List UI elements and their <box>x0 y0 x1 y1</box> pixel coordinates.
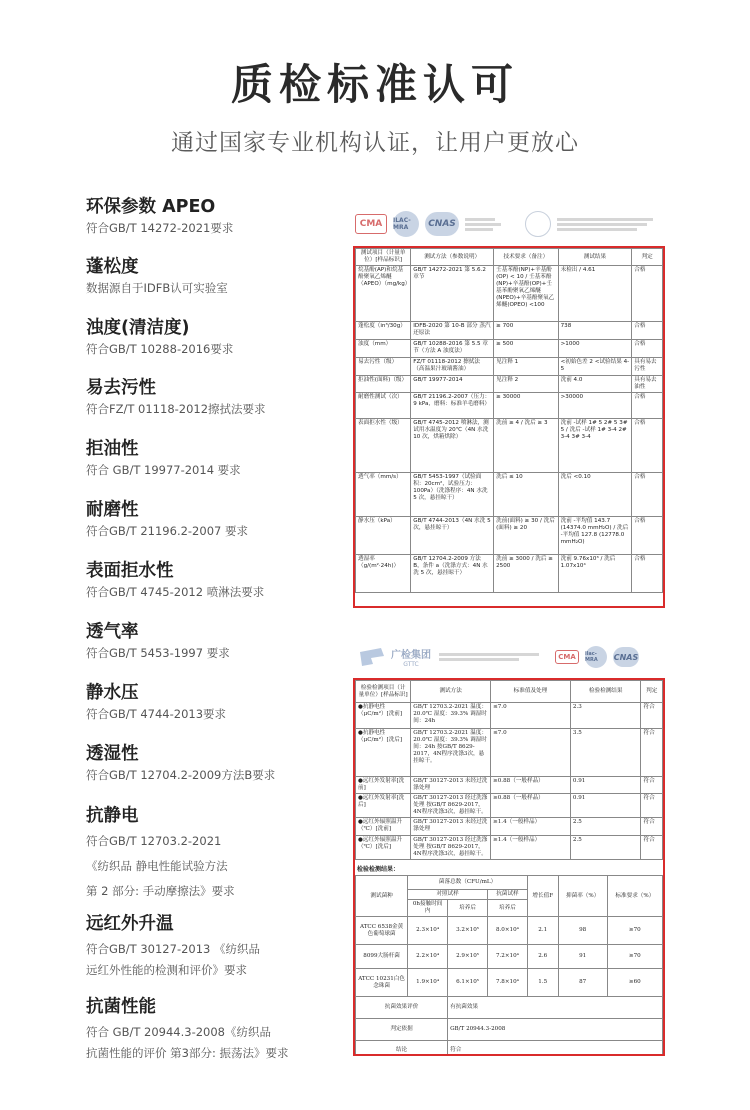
table-row <box>356 266 663 322</box>
cell: 壬基苯酚(NP)+辛基酚(OP) < 10 / 壬基苯酚(NP)+辛基酚(OP)+壬基苯酚聚氧乙烯醚(NPEO)+辛基酚聚氧乙烯醚(OPEO) <100 <box>494 266 558 322</box>
cell: 烷基酚(AP)和烷基酚聚氧乙烯醚（APEO）（mg/kg） <box>356 266 411 322</box>
table-row <box>356 419 663 473</box>
cell: 1.5 <box>527 969 558 997</box>
cell: 3.2×10⁵ <box>448 917 488 945</box>
cell: 合格 <box>632 393 663 419</box>
col-header: 增长值F <box>527 876 558 917</box>
cell: 合格 <box>632 340 663 358</box>
cell: 具有易去油性 <box>632 376 663 393</box>
feature-title: 透气率 <box>86 622 139 642</box>
cell: GB/T 12704.2-2009 方法 B，条件 a（洗涤方式：4N 水洗 5 次，悬挂晾干） <box>411 555 494 593</box>
table-row <box>356 794 663 818</box>
cell: 表面拒水性（级） <box>356 419 411 473</box>
table-row <box>356 836 663 860</box>
feature-title: 环保参数 APEO <box>86 197 216 217</box>
section-title: 检验检测结果： <box>357 866 400 873</box>
cell: 浊度（mm） <box>356 340 411 358</box>
cell: 2.9×10⁵ <box>448 945 488 969</box>
cell: 2.3 <box>570 703 641 729</box>
cell: 合格 <box>632 473 663 517</box>
feature-desc: 符合GB/T 4745-2012 喷淋法要求 <box>86 585 265 599</box>
test-report-2 <box>353 678 665 1056</box>
cell: 静水压（kPa） <box>356 517 411 555</box>
feature-title: 浊度(清洁度) <box>86 318 190 338</box>
cell: ≥1.4（一般样品） <box>491 818 571 836</box>
col-header: 测试项目（计量单位）[样品标识] <box>356 249 411 266</box>
cell: 洗前 ≥ 3000 / 洗后 ≥ 2500 <box>494 555 558 593</box>
report1-header <box>355 207 665 241</box>
cell: 洗后 ≤ 10 <box>494 473 558 517</box>
feature-desc: 远红外性能的检测和评价》要求 <box>86 963 247 977</box>
cell: 洗前 ≥ 4 / 洗后 ≥ 3 <box>494 419 558 473</box>
feature-title: 拒油性 <box>86 439 139 459</box>
cell: ATCC 6538金黄色葡萄球菌 <box>356 917 408 945</box>
cell: GB/T 4745-2012 喷淋法，测试用水温度为 20℃（4N 水洗 10 次，烘箱烘除） <box>411 419 494 473</box>
table-row <box>356 517 663 555</box>
cell: 2.3×10⁴ <box>408 917 448 945</box>
cell: 符合 <box>641 794 663 818</box>
cell: ≥70 <box>607 945 662 969</box>
org-name: 广检集团 <box>391 650 431 661</box>
feature-desc: 第 2 部分: 手动摩擦法》要求 <box>86 884 235 898</box>
cma-logo: CMA <box>355 214 387 234</box>
col-header: 标准要求（%） <box>607 876 662 917</box>
table-row <box>356 917 663 945</box>
cell: 0.91 <box>570 794 641 818</box>
table-row <box>356 945 663 969</box>
cell: 符合 <box>641 818 663 836</box>
col-header: 抗菌试样 <box>488 890 528 900</box>
cell: GB/T 4744-2013（4N 水洗 5 次，悬挂晾干） <box>411 517 494 555</box>
cell: 符合 <box>641 777 663 794</box>
table-row <box>356 1019 663 1041</box>
table-row <box>356 393 663 419</box>
cell: ≤7.0 <box>491 729 571 777</box>
page-subtitle: 通过国家专业机构认证，让用户更放心 <box>171 130 579 156</box>
feature-item <box>86 743 346 786</box>
cell: 判定依据 <box>356 1019 448 1041</box>
table-row <box>356 969 663 997</box>
report1-table <box>355 248 663 593</box>
cell: GB/T 12703.2-2021 温度：20.0℃ 湿度：39.3% 调湿时间：24h <box>411 703 491 729</box>
cell: 洗前 4.0 <box>558 376 632 393</box>
feature-item <box>86 377 346 420</box>
col-header: 判定 <box>632 249 663 266</box>
feature-item <box>86 196 346 239</box>
cell: 2.1 <box>527 917 558 945</box>
col-header: 检验检测项目（计量单位）[样品标识] <box>356 681 411 703</box>
feature-desc: 符合GB/T 5453-1997 要求 <box>86 646 230 660</box>
report2-header <box>357 640 665 674</box>
cell: 2.5 <box>570 818 641 836</box>
cell: 抗菌效果评价 <box>356 997 448 1019</box>
feature-title: 蓬松度 <box>86 257 139 277</box>
cell: 洗后 <0.10 <box>558 473 632 517</box>
table-row <box>356 340 663 358</box>
faded-text-block <box>439 651 549 663</box>
col-header: 培养后 <box>448 900 488 917</box>
cell: 见注释 2 <box>494 376 558 393</box>
cell: 结论 <box>356 1041 448 1057</box>
cell: 2.6 <box>527 945 558 969</box>
cnas-logo: CNAS <box>613 647 639 667</box>
feature-desc: 符合GB/T 30127-2013 《纺织品 <box>86 942 261 956</box>
col-header: 技术要求（备注） <box>494 249 558 266</box>
cell: GB/T 5453-1997（试验面积：20cm²，试验压力：100Pa）（洗涤程序：4N 水洗 5 次，悬挂晾干） <box>411 473 494 517</box>
table-row <box>356 555 663 593</box>
cell: ●远红外辐照温升（℃）[洗后] <box>356 836 411 860</box>
cell: GB/T 21196.2-2007（压力：9 kPa，磨料：标准羊毛磨料） <box>411 393 494 419</box>
cma-logo: CMA <box>555 650 579 664</box>
cell: 合格 <box>632 419 663 473</box>
col-header: 测试方法 <box>411 681 491 703</box>
col-header: 判定 <box>641 681 663 703</box>
feature-item <box>86 621 346 664</box>
feature-title: 静水压 <box>86 683 139 703</box>
cell: <初始色差 2 <试验结果 4-5 <box>558 358 632 376</box>
gttc-logo-icon <box>357 646 387 668</box>
cell: 符合 <box>641 729 663 777</box>
cell: 有抗菌效果 <box>448 997 663 1019</box>
cell: >1000 <box>558 340 632 358</box>
col-header: 对照试样 <box>408 890 488 900</box>
cell: 7.8×10⁴ <box>488 969 528 997</box>
feature-item <box>86 682 346 725</box>
cell: 蓬松度（in³/30g） <box>356 322 411 340</box>
feature-item <box>86 438 346 481</box>
cell: 具有易去污性 <box>632 358 663 376</box>
cell: 3.5 <box>570 729 641 777</box>
feature-title: 透湿性 <box>86 744 139 764</box>
table-row <box>356 703 663 729</box>
feature-desc: 《纺织品 静电性能试验方法 <box>86 859 228 873</box>
col-header: 培养后 <box>488 900 528 917</box>
feature-title: 耐磨性 <box>86 500 139 520</box>
table-row <box>356 1041 663 1057</box>
cell: ≥ 500 <box>494 340 558 358</box>
cell: IDFB-2020 第 10-B 部分 蒸汽还原法 <box>411 322 494 340</box>
faded-text-block <box>465 216 505 233</box>
feature-title: 易去污性 <box>86 378 156 398</box>
cell: 符合 <box>448 1041 663 1057</box>
cell: GB/T 30127-2013 经过洗涤处理 按GB/T 8629-2017，4N程序洗涤3次，悬挂晾干。 <box>411 794 491 818</box>
cell: ≤7.0 <box>491 703 571 729</box>
cell: GB/T 30127-2013 未经过洗涤处理 <box>411 777 491 794</box>
col-header: 测试菌种 <box>356 876 408 917</box>
feature-title: 表面拒水性 <box>86 561 174 581</box>
table-row <box>356 322 663 340</box>
feature-item <box>86 913 346 981</box>
cell: 合格 <box>632 322 663 340</box>
cell: 合格 <box>632 555 663 593</box>
col-header: 检验检测结果 <box>570 681 641 703</box>
feature-desc: 符合GB/T 21196.2-2007 要求 <box>86 524 248 538</box>
feature-title: 远红外升温 <box>86 914 174 934</box>
cell: 符合 <box>641 836 663 860</box>
cell: 洗前 -平均值 143.7 (14374.0 mmH₂O) / 洗后 -平均值 127.8 (12778.0 mmH₂O) <box>558 517 632 555</box>
col-header: 抑菌率（%） <box>558 876 607 917</box>
cnas-logo: CNAS <box>425 212 459 236</box>
col-header: 菌落总数（CFU/mL） <box>408 876 528 890</box>
col-header: 测试结果 <box>558 249 632 266</box>
cell: ≥ 700 <box>494 322 558 340</box>
feature-desc: 符合GB/T 4744-2013要求 <box>86 707 227 721</box>
feature-item <box>86 996 346 1064</box>
hero-section <box>0 0 750 190</box>
cell: 91 <box>558 945 607 969</box>
feature-desc: 符合GB/T 10288-2016要求 <box>86 342 234 356</box>
ilac-logo: ilac-MRA <box>585 646 607 668</box>
table-row <box>356 818 663 836</box>
cell: 未检出 / 4.61 <box>558 266 632 322</box>
cell: 合格 <box>632 517 663 555</box>
antibacterial-table <box>355 875 663 1056</box>
table-row <box>356 358 663 376</box>
cell: 98 <box>558 917 607 945</box>
feature-item <box>86 805 346 902</box>
cell: 见注释 1 <box>494 358 558 376</box>
cell: ●远红外发射率[洗前] <box>356 777 411 794</box>
table-row <box>356 376 663 393</box>
cell: ATCC 10231白色念珠菌 <box>356 969 408 997</box>
cell: ≥ 30000 <box>494 393 558 419</box>
cell: GB/T 12703.2-2021 温度：20.0℃ 湿度：39.3% 调湿时间：24h 按GB/T 8629-2017，4N程序洗涤3次，悬挂晾干。 <box>411 729 491 777</box>
cell: ≥70 <box>607 917 662 945</box>
feature-title: 抗菌性能 <box>86 997 156 1017</box>
table-row <box>356 777 663 794</box>
lab-seal-icon <box>525 211 551 237</box>
col-header: 标准值及处理 <box>491 681 571 703</box>
report2-table <box>355 680 663 860</box>
cell: >30000 <box>558 393 632 419</box>
cell: 合格 <box>632 266 663 322</box>
cell: FZ/T 01118-2012 擦拭法（高温果汁玻璃酱油） <box>411 358 494 376</box>
feature-item <box>86 256 346 299</box>
cell: 1.9×10⁴ <box>408 969 448 997</box>
feature-desc: 数据源自于IDFB认可实验室 <box>86 281 228 295</box>
cell: 2.2×10⁴ <box>408 945 448 969</box>
feature-desc: 符合 GB/T 19977-2014 要求 <box>86 463 241 477</box>
page-title: 质检标准认可 <box>230 60 519 109</box>
cell: 87 <box>558 969 607 997</box>
feature-desc: 抗菌性能的评价 第3部分: 振荡法》要求 <box>86 1046 289 1060</box>
cell: ≥60 <box>607 969 662 997</box>
cell: ≥1.4（一般样品） <box>491 836 571 860</box>
cell: ≥0.88（一般样品） <box>491 794 571 818</box>
cell: ●远红外发射率[洗后] <box>356 794 411 818</box>
table-row <box>356 473 663 517</box>
cell: 2.5 <box>570 836 641 860</box>
cell: 洗前(面料) ≥ 30 / 洗后(面料) ≥ 20 <box>494 517 558 555</box>
cell: GB/T 19977-2014 <box>411 376 494 393</box>
cell: 拒油性(面料)（级） <box>356 376 411 393</box>
faded-text-block <box>557 216 657 233</box>
test-report-1 <box>353 246 665 608</box>
cell: 8099大肠杆菌 <box>356 945 408 969</box>
cell: 0.91 <box>570 777 641 794</box>
cell: ●抗静电性（μC/m²）[洗后] <box>356 729 411 777</box>
feature-item <box>86 317 346 360</box>
cell: 透湿率（g/(m²·24h)） <box>356 555 411 593</box>
feature-desc: 符合GB/T 14272-2021要求 <box>86 221 234 235</box>
cell: GB/T 30127-2013 经过洗涤处理 按GB/T 8629-2017，4N程序洗涤3次，悬挂晾干。 <box>411 836 491 860</box>
cell: 8.0×10⁴ <box>488 917 528 945</box>
feature-desc: 符合FZ/T 01118-2012擦拭法要求 <box>86 402 266 416</box>
cell: GB/T 20944.3-2008 <box>448 1019 663 1041</box>
org-code: GTTC <box>403 661 419 668</box>
col-header: 测试方法（参数说明） <box>411 249 494 266</box>
col-header: 0h接触时间内 <box>408 900 448 917</box>
cell: 洗前 9.76x10³ / 洗后 1.07x10⁴ <box>558 555 632 593</box>
cell: 7.2×10⁴ <box>488 945 528 969</box>
cell: ●远红外辐照温升（℃）[洗前] <box>356 818 411 836</box>
feature-desc: 符合GB/T 12704.2-2009方法B要求 <box>86 768 276 782</box>
cell: 6.1×10⁵ <box>448 969 488 997</box>
feature-desc: 符合GB/T 12703.2-2021 <box>86 834 222 848</box>
cell: GB/T 30127-2013 未经过洗涤处理 <box>411 818 491 836</box>
cell: 透气率（mm/s） <box>356 473 411 517</box>
cell: 洗前 -试样 1# 5 2# 5 3# 5 / 洗后 -试样 1# 3-4 2# 3-4 3# 3-4 <box>558 419 632 473</box>
cell: 738 <box>558 322 632 340</box>
ilac-logo: ILAC-MRA <box>393 211 419 237</box>
table-row <box>356 997 663 1019</box>
cell: 耐磨性测试（次） <box>356 393 411 419</box>
cell: GB/T 10288-2016 第 5.5 章节（方法 A 浊度法） <box>411 340 494 358</box>
feature-desc: 符合 GB/T 20944.3-2008《纺织品 <box>86 1025 271 1039</box>
cell: 符合 <box>641 703 663 729</box>
cell: ●抗静电性（μC/m²）[洗前] <box>356 703 411 729</box>
cell: 易去污性（级） <box>356 358 411 376</box>
feature-title: 抗静电 <box>86 806 139 826</box>
table-row <box>356 729 663 777</box>
cell: GB/T 14272-2021 第 5.6.2 章节 <box>411 266 494 322</box>
cell: ≥0.88（一般样品） <box>491 777 571 794</box>
feature-item <box>86 499 346 542</box>
feature-item <box>86 560 346 603</box>
